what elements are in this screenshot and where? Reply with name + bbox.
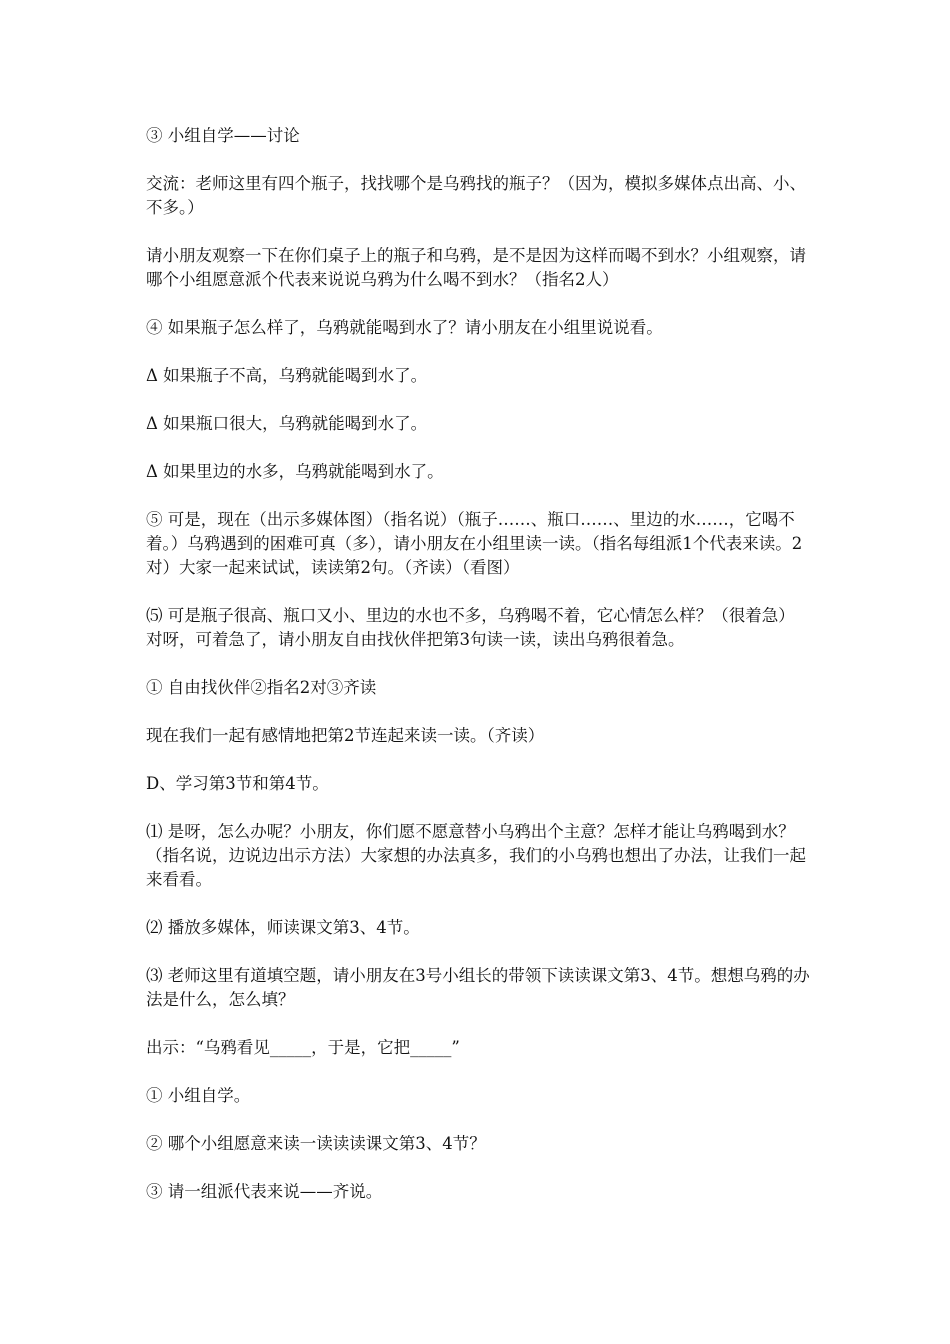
paragraph-exchange-bottles: 交流：老师这里有四个瓶子，找找哪个是乌鸦找的瓶子？（因为，模拟多媒体点出高、小、不多。） xyxy=(146,174,806,217)
paragraph-group-self-study: ③ 小组自学——讨论 xyxy=(146,126,300,145)
paragraph-delta-wide-mouth: Δ 如果瓶口很大，乌鸦就能喝到水了。 xyxy=(146,414,428,433)
paragraph-section-heading-d: D、学习第3节和第4节。 xyxy=(146,774,329,793)
paragraph-what-to-do: ⑴ 是呀，怎么办呢？小朋友，你们愿不愿意替小乌鸦出个主意？怎样才能让乌鸦喝到水？（指名说，边说边出示方法）大家想的办法真多，我们的小乌鸦也想出了办法，让我们一起来看看。 xyxy=(146,822,806,889)
paragraph-group-study: ① 小组自学。 xyxy=(146,1086,251,1105)
paragraph-which-group: ② 哪个小组愿意来读一读读读课文第3、4节？ xyxy=(146,1134,486,1153)
paragraph-fill-blank: ⑶ 老师这里有道填空题，请小朋友在3号小组长的带领下读读课文第3、4节。想想乌鸦的办法是什么，怎么填？ xyxy=(146,966,810,1009)
paragraph-observe-bottles: 请小朋友观察一下在你们桌子上的瓶子和乌鸦，是不是因为这样而喝不到水？小组观察，请哪个小组愿意派个代表来说说乌鸦为什么喝不到水？（指名2人） xyxy=(146,246,806,289)
paragraph-if-bottle: ④ 如果瓶子怎么样了，乌鸦就能喝到水了？请小朋友在小组里说说看。 xyxy=(146,318,663,337)
paragraph-anxious: ⑸ 可是瓶子很高、瓶口又小、里边的水也不多，乌鸦喝不着，它心情怎么样？（很着急）对呀，可着急了，请小朋友自由找伙伴把第3句读一读，读出乌鸦很着急。 xyxy=(146,606,795,649)
paragraph-representative: ③ 请一组派代表来说——齐说。 xyxy=(146,1182,383,1201)
paragraph-partner-reading: ① 自由找伙伴②指名2对③齐读 xyxy=(146,678,377,697)
paragraph-read-section-2: 现在我们一起有感情地把第2节连起来读一读。（齐读） xyxy=(146,726,545,745)
paragraph-play-media: ⑵ 播放多媒体，师读课文第3、4节。 xyxy=(146,918,420,937)
paragraph-show-blank-sentence: 出示：“乌鸦看见_____，于是，它把_____” xyxy=(146,1038,460,1057)
paragraph-delta-more-water: Δ 如果里边的水多，乌鸦就能喝到水了。 xyxy=(146,462,444,481)
paragraph-difficulties: ⑤ 可是，现在（出示多媒体图）（指名说）（瓶子……、瓶口……、里边的水……，它喝不着。）乌鸦遇到的困难可真（多），请小朋友在小组里读一读。（指名每组派1个代表来读。2对）大家一起来试试，读读第2句。（齐读）（看图） xyxy=(146,510,803,577)
paragraph-delta-not-tall: Δ 如果瓶子不高，乌鸦就能喝到水了。 xyxy=(146,366,428,385)
